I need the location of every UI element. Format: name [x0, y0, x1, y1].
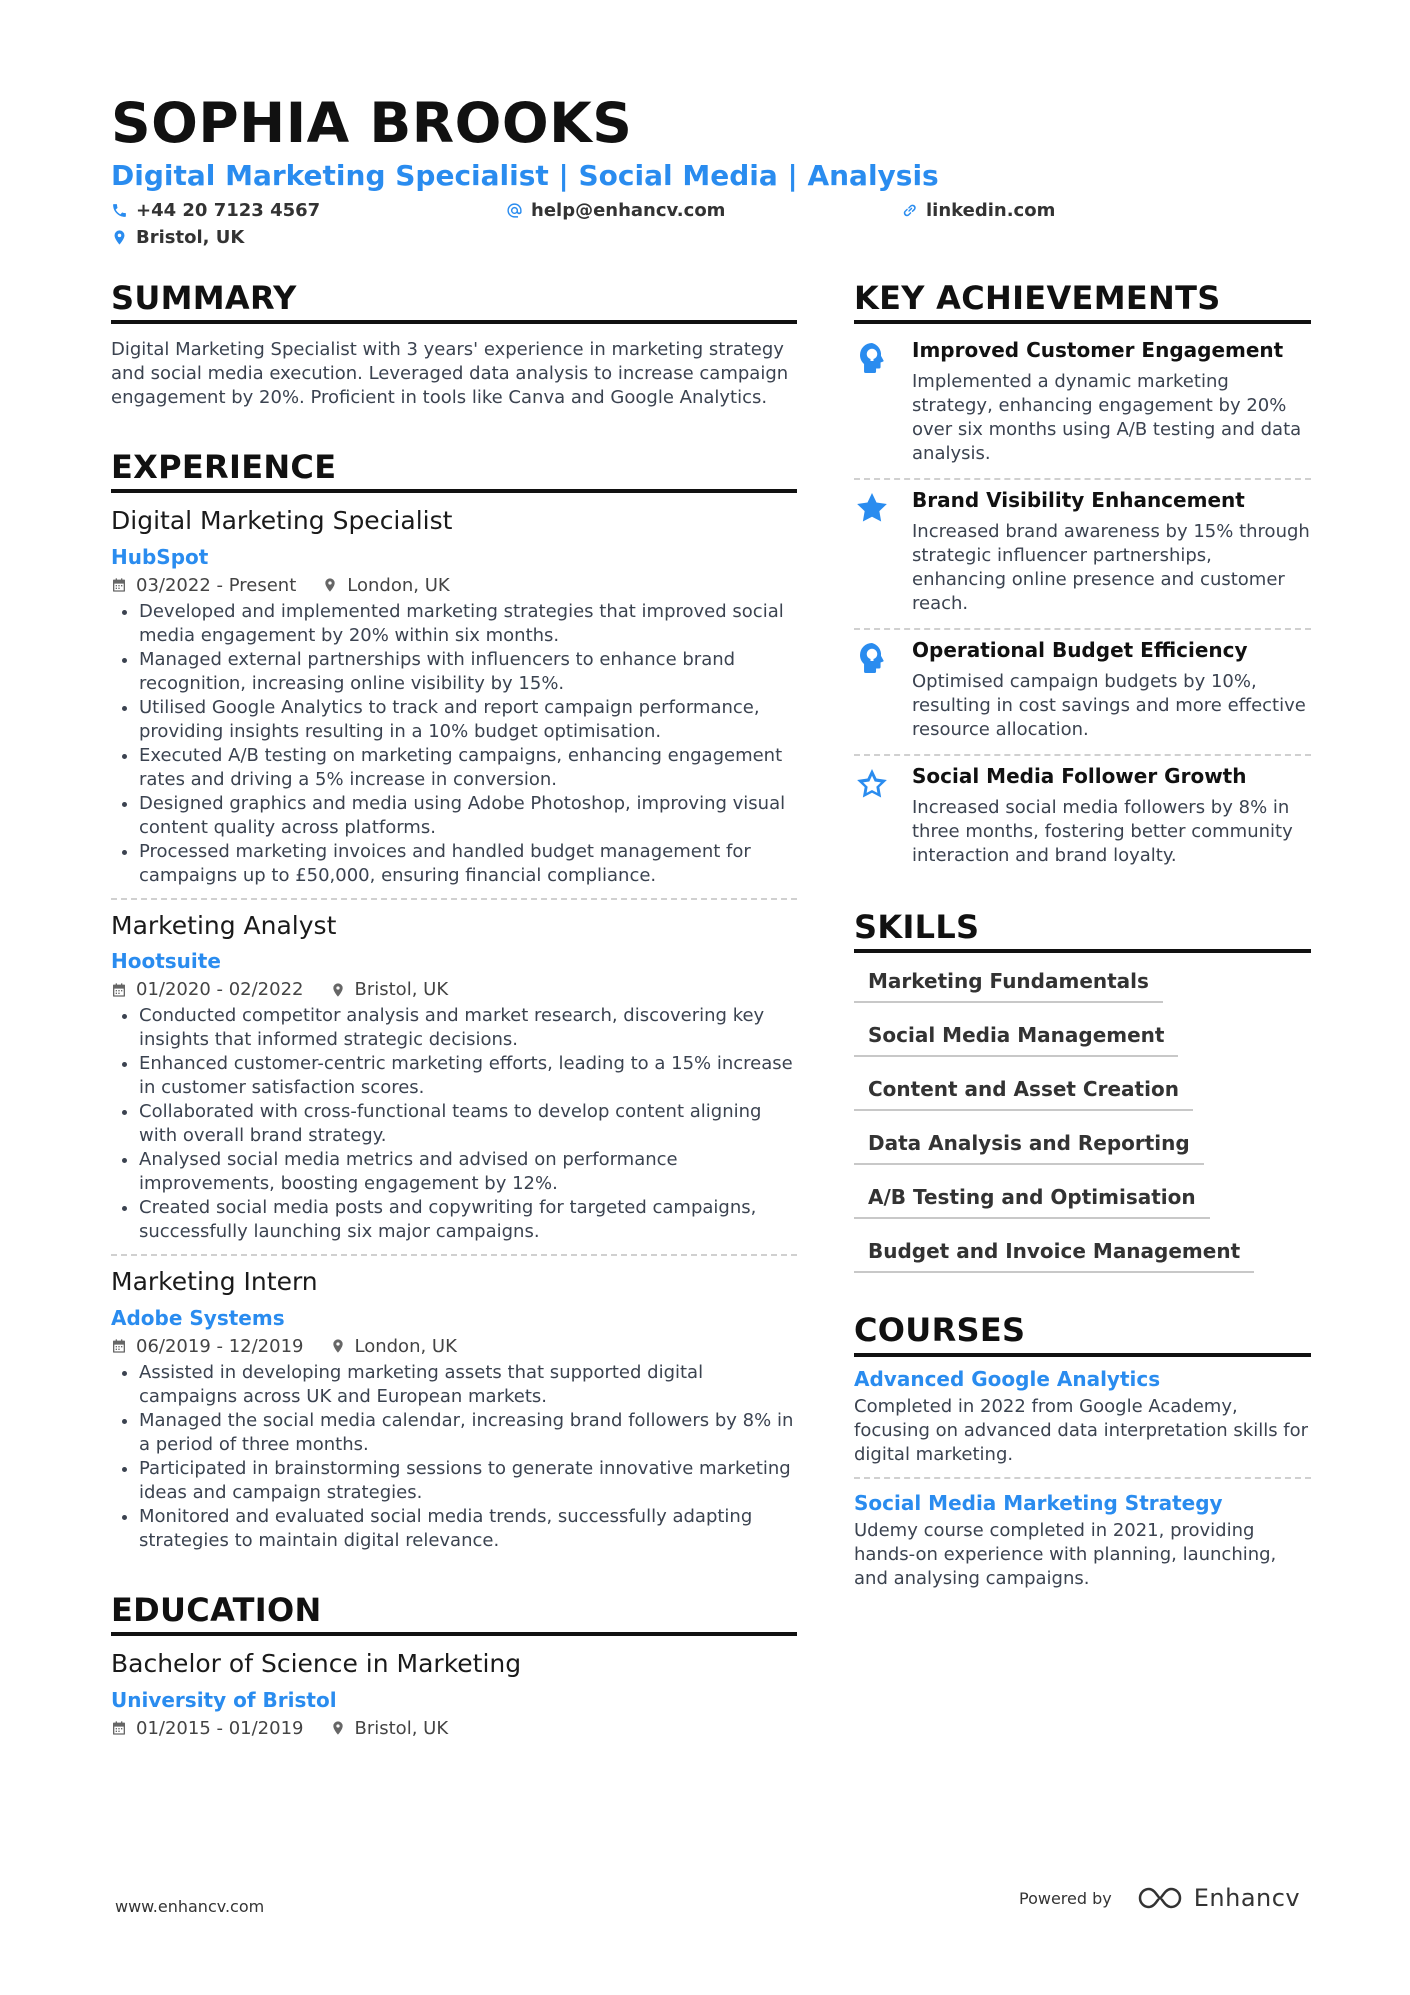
skill-tag: Content and Asset Creation	[854, 1071, 1193, 1111]
degree-title: Bachelor of Science in Marketing	[111, 1649, 522, 1679]
company-name: Hootsuite	[111, 949, 221, 974]
job-meta	[111, 575, 797, 596]
education-location-text: Bristol, UK	[354, 1717, 449, 1739]
achievement-title: Social Media Follower Growth	[912, 764, 1247, 789]
left-column	[111, 281, 797, 1739]
summary-text: Digital Marketing Specialist with 3 years' experience in marketing strategy and social media execution. Leveraged data analysis to increase campaign engagement by 20%. Proficient in tools like Canva and Google Analytics.	[111, 339, 789, 409]
calendar-icon	[111, 1338, 127, 1354]
achievement-item	[854, 330, 1311, 478]
job-title: Marketing Intern	[111, 1267, 318, 1297]
head-idea-icon	[854, 340, 890, 376]
skill-tag: Social Media Management	[854, 1017, 1178, 1057]
linkedin-text: linkedin.com	[926, 199, 1056, 221]
job-meta	[111, 979, 797, 1000]
bullet-item: • Enhanced customer-centric marketing efforts, leading to a 15% increase in customer satisfaction scores.	[139, 1052, 797, 1100]
map-pin-icon	[330, 1720, 346, 1736]
job-title: Marketing Analyst	[111, 910, 337, 940]
contact-info	[111, 200, 1311, 248]
course-item	[854, 1367, 1311, 1467]
skill-tag: Marketing Fundamentals	[854, 963, 1163, 1003]
skill-tag: Data Analysis and Reporting	[854, 1125, 1204, 1165]
map-pin-icon	[330, 1338, 346, 1354]
achievement-title: Brand Visibility Enhancement	[912, 488, 1245, 513]
bullet-item: • Analysed social media metrics and advised on performance improvements, boosting engagement by 12%.	[139, 1148, 797, 1196]
bullet-item: • Created social media posts and copywriting for targeted campaigns, successfully launching six major campaigns.	[139, 1196, 797, 1244]
job-dates	[111, 1336, 304, 1357]
right-column	[854, 281, 1311, 1591]
bullet-item: • Utilised Google Analytics to track and report campaign performance, providing insights resulting in a 10% budget optimisation.	[139, 696, 797, 744]
job-dates	[111, 979, 304, 1000]
job-location-text: Bristol, UK	[354, 979, 449, 1001]
job-dates-text: 06/2019 - 12/2019	[136, 1335, 304, 1357]
skill-tag: Budget and Invoice Management	[854, 1233, 1254, 1273]
achievement-item	[854, 480, 1311, 628]
achievement-text: Implemented a dynamic marketing strategy, enhancing engagement by 20% over six months using A/B testing and data analysis.	[912, 371, 1302, 465]
contact-location	[111, 227, 506, 248]
course-title: Social Media Marketing Strategy	[854, 1490, 1223, 1515]
job-meta	[111, 1336, 797, 1357]
course-text: Udemy course completed in 2021, providing hands-on experience with planning, launching, and analysing campaigns.	[854, 1519, 1277, 1589]
job-bullets	[111, 1004, 797, 1244]
location-text: Bristol, UK	[136, 226, 245, 248]
bullet-item: • Managed external partnerships with influencers to enhance brand recognition, increasing online visibility by 15%.	[139, 648, 797, 696]
headline: Digital Marketing Specialist | Social Media | Analysis	[111, 159, 939, 192]
bullet-item: • Developed and implemented marketing strategies that improved social media engagement by 20% within six months.	[139, 600, 797, 648]
achievement-item	[854, 630, 1311, 754]
bullet-item: • Monitored and evaluated social media trends, successfully adapting strategies to maintain digital relevance.	[139, 1505, 797, 1553]
job-title: Digital Marketing Specialist	[111, 506, 453, 536]
bullet-item: • Processed marketing invoices and handled budget management for campaigns up to £50,000, ensuring financial compliance.	[139, 840, 797, 888]
link-icon	[901, 202, 918, 219]
education-heading: EDUCATION	[111, 1593, 797, 1636]
achievement-text: Increased brand awareness by 15% through strategic influencer partnerships, enhancing online presence and customer reach.	[912, 521, 1310, 615]
bullet-item: • Designed graphics and media using Adobe Photoshop, improving visual content quality across platforms.	[139, 792, 797, 840]
contact-phone[interactable]	[111, 200, 506, 221]
experience-entry	[111, 507, 797, 888]
achievement-text: Increased social media followers by 8% in three months, fostering better community interaction and brand loyalty.	[912, 797, 1293, 867]
phone-icon	[111, 202, 128, 219]
skill-tag: A/B Testing and Optimisation	[854, 1179, 1210, 1219]
star-filled-icon	[854, 490, 890, 526]
map-pin-icon	[111, 229, 128, 246]
contact-email[interactable]	[506, 200, 901, 221]
achievement-title: Operational Budget Efficiency	[912, 638, 1248, 663]
achievement-text: Optimised campaign budgets by 10%, resulting in cost savings and more effective resource allocation.	[912, 671, 1306, 741]
bullet-item: • Assisted in developing marketing assets that supported digital campaigns across UK and European markets.	[139, 1361, 797, 1409]
map-pin-icon	[322, 577, 338, 593]
entry-divider	[111, 1254, 797, 1256]
job-bullets	[111, 600, 797, 888]
star-outline-icon	[854, 766, 890, 802]
course-title: Advanced Google Analytics	[854, 1366, 1161, 1391]
education-dates	[111, 1718, 304, 1739]
powered-by-text: Powered by	[1019, 1888, 1112, 1908]
achievements-section	[854, 281, 1311, 880]
education-meta	[111, 1718, 797, 1739]
achievement-title: Improved Customer Engagement	[912, 338, 1284, 363]
bullet-item: • Participated in brainstorming sessions to generate innovative marketing ideas and campaign strategies.	[139, 1457, 797, 1505]
job-dates-text: 01/2020 - 02/2022	[136, 979, 304, 1001]
courses-heading: COURSES	[854, 1313, 1311, 1356]
achievements-heading: KEY ACHIEVEMENTS	[854, 281, 1311, 324]
achievement-item	[854, 756, 1311, 880]
bullet-item: • Conducted competitor analysis and market research, discovering key insights that informed strategic decisions.	[139, 1004, 797, 1052]
bullet-item: • Collaborated with cross-functional teams to develop content aligning with overall brand strategy.	[139, 1100, 797, 1148]
education-location	[330, 1718, 449, 1739]
skills-heading: SKILLS	[854, 910, 1311, 953]
head-idea-icon	[854, 640, 890, 676]
enhancv-logo-icon	[1136, 1884, 1184, 1912]
resume-page	[111, 91, 1311, 1739]
experience-heading: EXPERIENCE	[111, 450, 797, 493]
school-name: University of Bristol	[111, 1687, 337, 1712]
summary-section	[111, 281, 797, 410]
job-location-text: London, UK	[347, 574, 450, 596]
job-dates	[111, 575, 296, 596]
job-location	[330, 1336, 457, 1357]
calendar-icon	[111, 1720, 127, 1736]
job-dates-text: 03/2022 - Present	[136, 574, 297, 596]
brand-logo[interactable]	[1136, 1884, 1300, 1912]
entry-divider	[111, 898, 797, 900]
bullet-item: • Managed the social media calendar, increasing brand followers by 8% in a period of three months.	[139, 1409, 797, 1457]
job-location-text: London, UK	[354, 1335, 457, 1357]
course-text: Completed in 2022 from Google Academy, focusing on advanced data interpretation skills for digital marketing.	[854, 1395, 1309, 1465]
candidate-name: SOPHIA BROOKS	[111, 91, 633, 155]
education-section	[111, 1590, 797, 1739]
job-bullets	[111, 1361, 797, 1553]
course-divider	[854, 1477, 1311, 1479]
at-icon	[506, 202, 523, 219]
phone-text: +44 20 7123 4567	[136, 199, 321, 221]
job-location	[330, 979, 449, 1000]
bullet-item: • Executed A/B testing on marketing campaigns, enhancing engagement rates and driving a 5% increase in conversion.	[139, 744, 797, 792]
calendar-icon	[111, 577, 127, 593]
summary-heading: SUMMARY	[111, 281, 797, 324]
map-pin-icon	[330, 982, 346, 998]
experience-section	[111, 450, 797, 1553]
education-dates-text: 01/2015 - 01/2019	[136, 1717, 304, 1739]
footer-branding	[1019, 1884, 1300, 1912]
experience-entry	[111, 1268, 797, 1553]
company-name: Adobe Systems	[111, 1305, 285, 1330]
brand-name: Enhancv	[1193, 1884, 1301, 1912]
course-item	[854, 1491, 1311, 1591]
calendar-icon	[111, 982, 127, 998]
experience-entry	[111, 912, 797, 1245]
skills-section	[854, 910, 1311, 1287]
courses-section	[854, 1313, 1311, 1590]
footer-website[interactable]: www.enhancv.com	[115, 1897, 265, 1916]
job-location	[322, 575, 449, 596]
company-name: HubSpot	[111, 544, 209, 569]
contact-linkedin[interactable]	[901, 200, 1201, 221]
email-text: help@enhancv.com	[531, 199, 726, 221]
